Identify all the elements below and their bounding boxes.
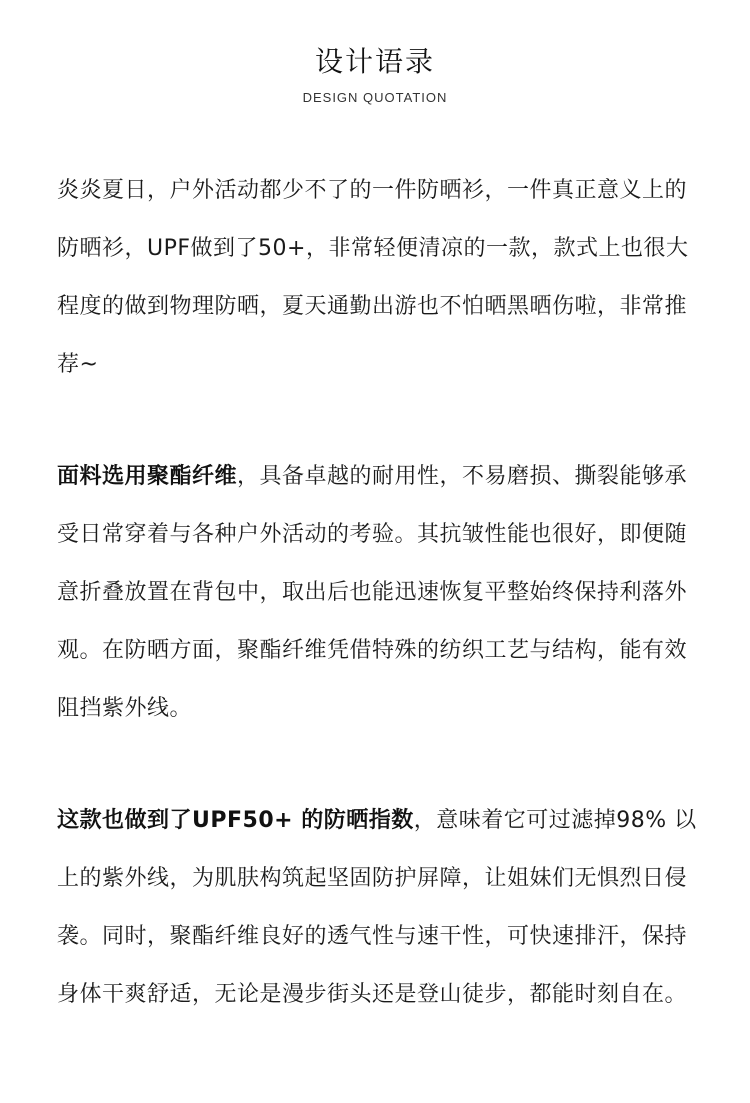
page-subtitle: DESIGN QUOTATION	[302, 90, 448, 105]
paragraph-fabric-highlight: 面料选用聚酯纤维	[57, 464, 238, 489]
paragraph-intro	[57, 162, 697, 394]
paragraph-upf-highlight: 的防晒指数	[301, 808, 414, 833]
paragraph-fabric	[57, 448, 697, 738]
paragraph-upf-lead: 这款也做到了UPF50+	[57, 808, 302, 833]
article-body	[57, 162, 697, 1024]
page-title: 设计语录	[314, 45, 435, 78]
paragraph-intro-text: 炎炎夏日，户外活动都少不了的一件防晒衫，一件真正意义上的防晒衫，UPF做到了50+，非常轻便清凉的一款，款式上也很大程度的做到物理防晒，夏天通勤出游也不怕晒黑晒伤啦，非常推荐~	[57, 178, 689, 377]
header	[0, 44, 750, 105]
paragraph-fabric-text: ，具备卓越的耐用性，不易磨损、撕裂能够承受日常穿着与各种户外活动的考验。其抗皱性能也很好，即便随意折叠放置在背包中，取出后也能迅速恢复平整始终保持利落外观。在防晒方面，聚酯纤维凭借特殊的纺织工艺与结构，能有效阻挡紫外线。	[57, 464, 688, 721]
paragraph-upf-text: ，意味着它可过滤掉98% 以上的紫外线，为肌肤构筑起坚固防护屏障，让姐妹们无惧烈日侵袭。同时，聚酯纤维良好的透气性与速干性，可快速排汗，保持身体干爽舒适，无论是漫步街头还是登山徒步，都能时刻自在。	[57, 808, 697, 1007]
paragraph-upf	[57, 792, 697, 1024]
